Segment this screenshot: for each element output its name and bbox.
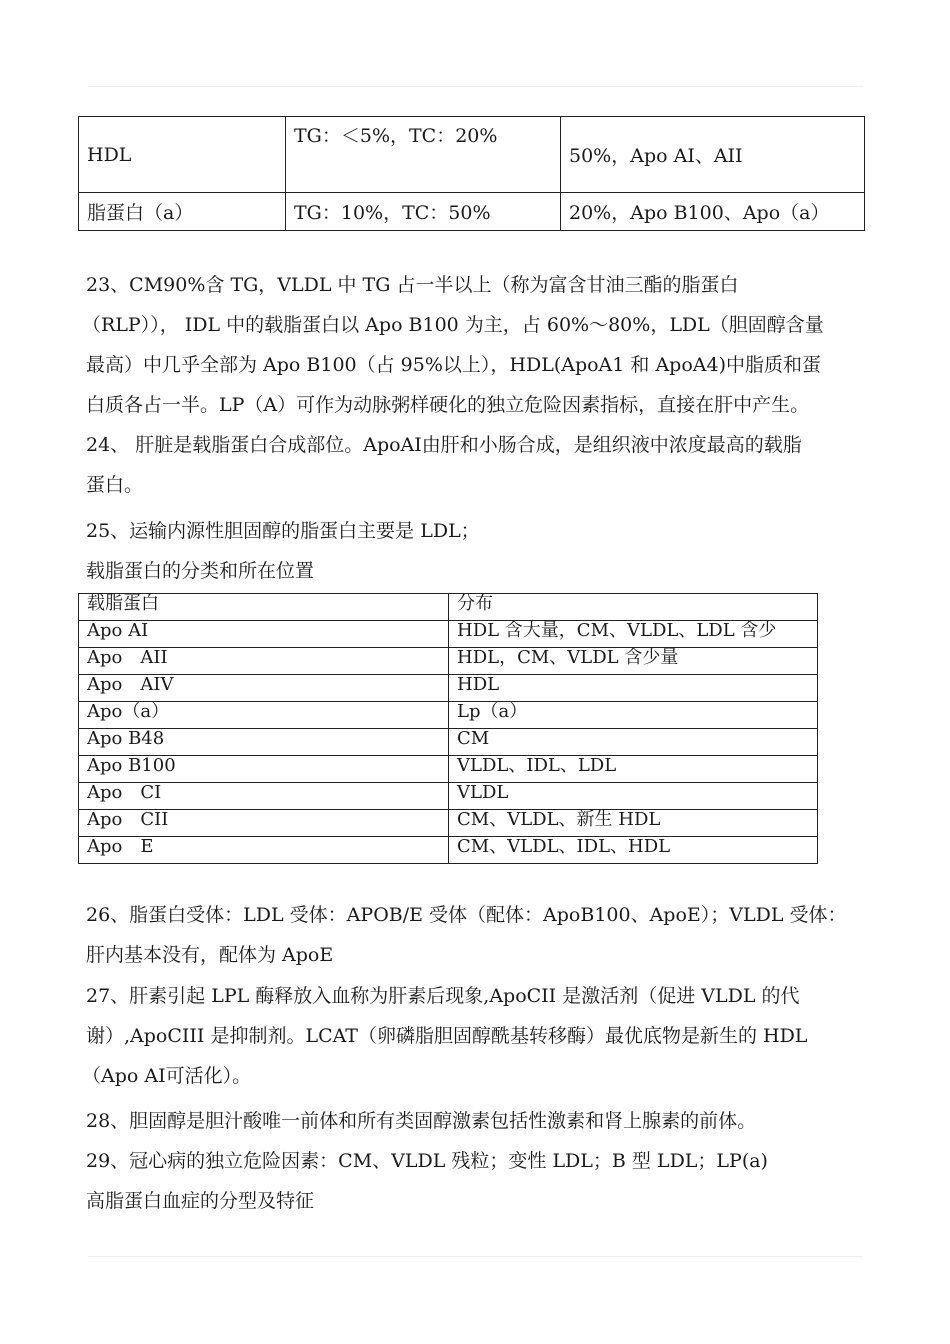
section-heading: 高脂蛋白血症的分型及特征: [86, 1190, 315, 1212]
table-title: 载脂蛋白的分类和所在位置: [86, 560, 315, 582]
table-cell: Apo B100: [79, 756, 449, 783]
paragraph-line: 白质各占一半。LP（A）可作为动脉粥样硬化的独立危险因素指标，直接在肝中产生。: [86, 394, 810, 416]
table-cell: 脂蛋白（a）: [79, 193, 286, 231]
table-cell: CM、VLDL、IDL、HDL: [449, 837, 818, 864]
table-cell: TG：＜5%，TC：20%: [286, 117, 561, 193]
paragraph-24: [86, 425, 886, 505]
table-cell: HDL，CM、VLDL 含少量: [449, 648, 818, 675]
table-row: [79, 621, 818, 648]
table-row: [79, 702, 818, 729]
table-row: [79, 117, 865, 193]
table-cell: Apo AIV: [79, 675, 449, 702]
table-cell: CM: [449, 729, 818, 756]
paragraph-25: 25、运输内源性胆固醇的脂蛋白主要是 LDL；: [86, 520, 480, 542]
table-cell: HDL 含大量，CM、VLDL、LDL 含少: [449, 621, 818, 648]
table-row: [79, 648, 818, 675]
table-cell: Apo CII: [79, 810, 449, 837]
paragraph-29: 29、冠心病的独立危险因素：CM、VLDL 残粒；变性 LDL；B 型 LDL；LP(a): [86, 1150, 768, 1172]
lipoprotein-composition-table: [78, 116, 865, 231]
paragraph-line: 26、脂蛋白受体：LDL 受体：APOB/E 受体（配体：ApoB100、ApoE）；VLDL 受体：: [86, 904, 847, 926]
table-row: [79, 193, 865, 231]
table-cell: Apo B48: [79, 729, 449, 756]
table-cell: 50%，Apo AI、AII: [561, 117, 865, 193]
table-cell: HDL: [449, 675, 818, 702]
paragraph-line: 肝内基本没有，配体为 ApoE: [86, 944, 334, 966]
footer-rule: [88, 1256, 863, 1257]
table-cell: TG：10%，TC：50%: [286, 193, 561, 231]
table-cell: Apo CI: [79, 783, 449, 810]
column-header: 载脂蛋白: [79, 594, 449, 621]
paragraph-26: [86, 895, 886, 975]
header-rule: [88, 86, 863, 87]
table-row: [79, 783, 818, 810]
table-row: [79, 756, 818, 783]
paragraph-line: 最高）中几乎全部为 Apo B100（占 95%以上），HDL(ApoA1 和 ApoA4)中脂质和蛋: [86, 354, 821, 376]
paragraph-line: 27、肝素引起 LPL 酶释放入血称为肝素后现象,ApoCII 是激活剂（促进 VLDL 的代: [86, 985, 800, 1007]
table-cell: 20%，Apo B100、Apo（a）: [561, 193, 865, 231]
table-cell: Apo AI: [79, 621, 449, 648]
table-cell: Apo AII: [79, 648, 449, 675]
apolipoprotein-distribution-table: [78, 593, 818, 864]
table-cell: Apo（a）: [79, 702, 449, 729]
paragraph-line: （Apo AI可活化）。: [82, 1065, 252, 1087]
table-row: [79, 675, 818, 702]
table-cell: Lp（a）: [449, 702, 818, 729]
table-row: [79, 810, 818, 837]
paragraph-line: （RLP））， IDL 中的载脂蛋白以 Apo B100 为主，占 60%～80%，LDL（胆固醇含量: [82, 314, 824, 336]
table-cell: CM、VLDL、新生 HDL: [449, 810, 818, 837]
table-row: [79, 729, 818, 756]
table-cell: VLDL: [449, 783, 818, 810]
table-header-row: [79, 594, 818, 621]
paragraph-23: [82, 265, 886, 425]
table-row: [79, 837, 818, 864]
paragraph-line: 蛋白。: [86, 474, 144, 496]
paragraph-28: 28、胆固醇是胆汁酸唯一前体和所有类固醇激素包括性激素和肾上腺素的前体。: [86, 1110, 757, 1132]
table-cell: HDL: [79, 117, 286, 193]
table-cell: Apo E: [79, 837, 449, 864]
paragraph-line: 谢）,ApoCIII 是抑制剂。LCAT（卵磷脂胆固醇酰基转移酶）最优底物是新生的 HDL: [86, 1025, 808, 1047]
table-cell: VLDL、IDL、LDL: [449, 756, 818, 783]
paragraph-line: 24、 肝脏是载脂蛋白合成部位。ApoAI由肝和小肠合成，是组织液中浓度最高的载脂: [86, 434, 802, 456]
column-header: 分布: [449, 594, 818, 621]
paragraph-27: [82, 976, 886, 1096]
paragraph-line: 23、CM90%含 TG，VLDL 中 TG 占一半以上（称为富含甘油三酯的脂蛋白: [86, 274, 739, 296]
